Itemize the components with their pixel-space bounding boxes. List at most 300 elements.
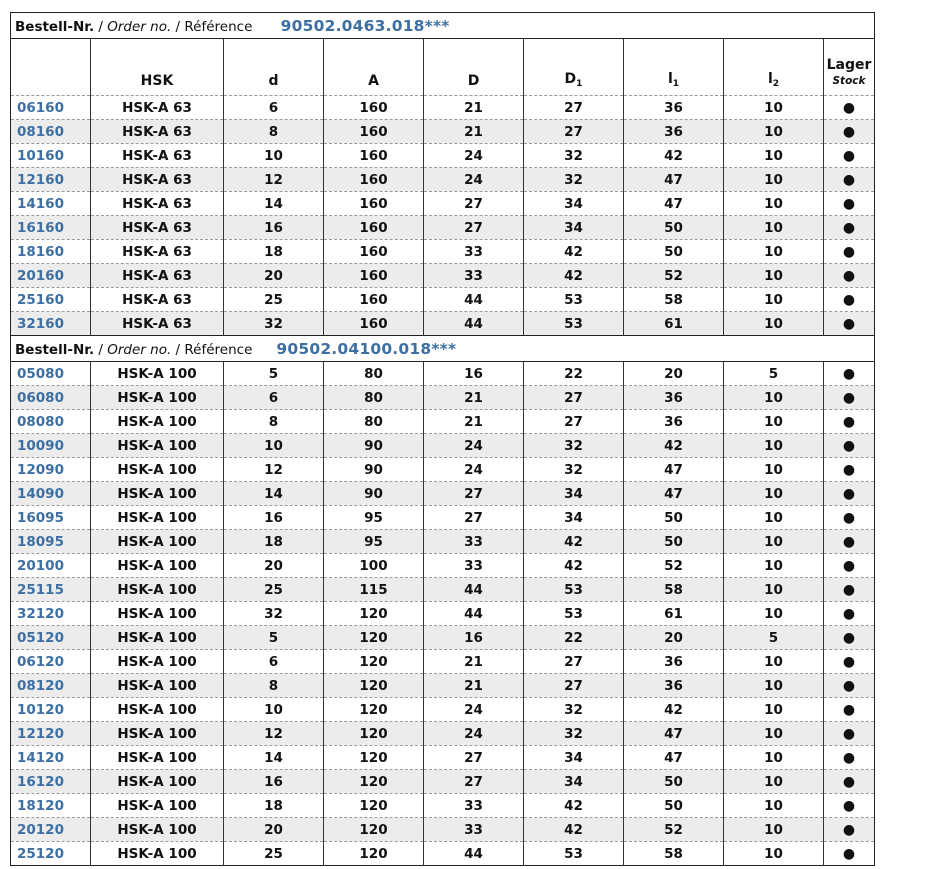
cell-l1: 50: [624, 240, 724, 264]
cell-code: 12160: [11, 168, 91, 192]
cell-hsk: HSK-A 100: [91, 410, 224, 434]
cell-d1: 27: [524, 96, 624, 120]
cell-hsk: HSK-A 100: [91, 458, 224, 482]
cell-d: 14: [224, 746, 324, 770]
table-row: [11, 168, 875, 192]
cell-l1: 47: [624, 458, 724, 482]
cell-a: 160: [324, 144, 424, 168]
cell-l2: 5: [724, 626, 824, 650]
table-row: [11, 458, 875, 482]
cell-d: 25: [224, 578, 324, 602]
cell-l1: 36: [624, 120, 724, 144]
label-bestell: Bestell-Nr.: [15, 341, 95, 358]
cell-l1: 50: [624, 506, 724, 530]
cell-big-d: 44: [424, 578, 524, 602]
cell-d1: 42: [524, 794, 624, 818]
cell-l1: 50: [624, 770, 724, 794]
cell-a: 90: [324, 434, 424, 458]
cell-a: 80: [324, 410, 424, 434]
cell-stock: ●: [824, 240, 875, 264]
table-row: [11, 410, 875, 434]
cell-a: 160: [324, 288, 424, 312]
cell-l2: 10: [724, 264, 824, 288]
cell-big-d: 33: [424, 240, 524, 264]
cell-stock: ●: [824, 722, 875, 746]
column-header-d1: [524, 39, 624, 96]
column-header-l2: [724, 39, 824, 96]
table-row: [11, 674, 875, 698]
cell-d: 18: [224, 530, 324, 554]
table-row: [11, 386, 875, 410]
cell-d: 32: [224, 312, 324, 336]
cell-d: 10: [224, 698, 324, 722]
cell-a: 160: [324, 264, 424, 288]
cell-big-d: 21: [424, 120, 524, 144]
cell-stock: ●: [824, 482, 875, 506]
cell-d1: 42: [524, 554, 624, 578]
cell-d1: 32: [524, 434, 624, 458]
column-header-l1-main: l: [667, 71, 673, 87]
cell-stock: ●: [824, 458, 875, 482]
column-header-code: [11, 39, 91, 96]
cell-d: 10: [224, 434, 324, 458]
cell-stock: ●: [824, 626, 875, 650]
cell-l2: 10: [724, 722, 824, 746]
cell-l1: 50: [624, 794, 724, 818]
label-reference: Référence: [184, 341, 253, 358]
cell-d1: 34: [524, 506, 624, 530]
cell-stock: ●: [824, 650, 875, 674]
cell-hsk: HSK-A 63: [91, 264, 224, 288]
cell-stock: ●: [824, 168, 875, 192]
cell-l1: 52: [624, 554, 724, 578]
cell-big-d: 24: [424, 168, 524, 192]
table-row: [11, 650, 875, 674]
cell-code: 20160: [11, 264, 91, 288]
cell-d1: 27: [524, 410, 624, 434]
cell-stock: ●: [824, 288, 875, 312]
cell-a: 80: [324, 386, 424, 410]
cell-l1: 52: [624, 264, 724, 288]
cell-hsk: HSK-A 100: [91, 578, 224, 602]
cell-big-d: 21: [424, 386, 524, 410]
cell-l1: 61: [624, 312, 724, 336]
cell-l1: 42: [624, 144, 724, 168]
cell-big-d: 24: [424, 722, 524, 746]
table-row: [11, 192, 875, 216]
cell-stock: ●: [824, 794, 875, 818]
cell-l2: 10: [724, 698, 824, 722]
table-row: [11, 794, 875, 818]
cell-l1: 52: [624, 818, 724, 842]
cell-d1: 32: [524, 168, 624, 192]
cell-d: 20: [224, 818, 324, 842]
cell-code: 25120: [11, 842, 91, 866]
cell-a: 115: [324, 578, 424, 602]
table-row: [11, 818, 875, 842]
table-row: [11, 602, 875, 626]
group-reference-number: 90502.04100.018***: [276, 339, 457, 358]
cell-l2: 10: [724, 674, 824, 698]
cell-d: 32: [224, 602, 324, 626]
cell-a: 80: [324, 362, 424, 386]
cell-hsk: HSK-A 100: [91, 626, 224, 650]
cell-d1: 34: [524, 192, 624, 216]
cell-d1: 34: [524, 482, 624, 506]
cell-l1: 47: [624, 168, 724, 192]
cell-stock: ●: [824, 530, 875, 554]
cell-d: 5: [224, 362, 324, 386]
cell-hsk: HSK-A 63: [91, 168, 224, 192]
cell-stock: ●: [824, 698, 875, 722]
cell-a: 95: [324, 530, 424, 554]
cell-big-d: 21: [424, 650, 524, 674]
cell-stock: ●: [824, 842, 875, 866]
cell-d: 12: [224, 722, 324, 746]
cell-hsk: HSK-A 100: [91, 818, 224, 842]
product-table: [10, 12, 875, 866]
cell-d: 6: [224, 650, 324, 674]
cell-a: 95: [324, 506, 424, 530]
table-row: [11, 96, 875, 120]
cell-l2: 10: [724, 192, 824, 216]
label-bestell: Bestell-Nr.: [15, 18, 95, 35]
cell-code: 14090: [11, 482, 91, 506]
cell-code: 06160: [11, 96, 91, 120]
cell-l1: 47: [624, 746, 724, 770]
cell-d: 25: [224, 842, 324, 866]
cell-a: 120: [324, 602, 424, 626]
group-title-row: [11, 336, 875, 362]
cell-l1: 20: [624, 626, 724, 650]
cell-stock: ●: [824, 410, 875, 434]
cell-l1: 47: [624, 192, 724, 216]
cell-big-d: 33: [424, 554, 524, 578]
cell-l2: 10: [724, 530, 824, 554]
cell-d1: 53: [524, 842, 624, 866]
table-row: [11, 216, 875, 240]
cell-l2: 10: [724, 794, 824, 818]
cell-big-d: 33: [424, 794, 524, 818]
column-header-big-d: D: [424, 39, 524, 96]
cell-stock: ●: [824, 578, 875, 602]
cell-l1: 20: [624, 362, 724, 386]
table-row: [11, 240, 875, 264]
cell-code: 20100: [11, 554, 91, 578]
cell-d: 8: [224, 410, 324, 434]
cell-a: 90: [324, 458, 424, 482]
cell-l1: 47: [624, 482, 724, 506]
cell-big-d: 21: [424, 674, 524, 698]
cell-big-d: 33: [424, 818, 524, 842]
cell-l2: 10: [724, 650, 824, 674]
column-header-lager: Lager: [826, 57, 872, 73]
cell-big-d: 24: [424, 698, 524, 722]
cell-l2: 5: [724, 362, 824, 386]
group-title-row: [11, 13, 875, 39]
cell-l2: 10: [724, 842, 824, 866]
cell-a: 120: [324, 626, 424, 650]
table-row: [11, 698, 875, 722]
table-row: [11, 264, 875, 288]
cell-code: 08160: [11, 120, 91, 144]
cell-l1: 58: [624, 288, 724, 312]
cell-code: 10090: [11, 434, 91, 458]
cell-d1: 27: [524, 386, 624, 410]
cell-d1: 27: [524, 674, 624, 698]
table-row: [11, 434, 875, 458]
cell-a: 120: [324, 842, 424, 866]
column-header-hsk: HSK: [91, 39, 224, 96]
table-row: [11, 842, 875, 866]
cell-l1: 58: [624, 578, 724, 602]
column-header-row: [11, 39, 875, 96]
cell-big-d: 24: [424, 434, 524, 458]
cell-hsk: HSK-A 100: [91, 530, 224, 554]
cell-stock: ●: [824, 602, 875, 626]
cell-d: 14: [224, 192, 324, 216]
cell-code: 32160: [11, 312, 91, 336]
cell-big-d: 16: [424, 362, 524, 386]
table-row: [11, 506, 875, 530]
cell-l1: 50: [624, 216, 724, 240]
cell-big-d: 33: [424, 530, 524, 554]
column-header-l1: [624, 39, 724, 96]
cell-hsk: HSK-A 100: [91, 506, 224, 530]
cell-d: 10: [224, 144, 324, 168]
cell-stock: ●: [824, 674, 875, 698]
table-row: [11, 120, 875, 144]
cell-stock: ●: [824, 144, 875, 168]
cell-d1: 34: [524, 746, 624, 770]
cell-stock: ●: [824, 818, 875, 842]
cell-d1: 53: [524, 578, 624, 602]
cell-d: 18: [224, 794, 324, 818]
cell-a: 120: [324, 770, 424, 794]
cell-code: 08120: [11, 674, 91, 698]
label-separator: /: [171, 18, 185, 35]
cell-l1: 47: [624, 722, 724, 746]
cell-code: 10160: [11, 144, 91, 168]
cell-l2: 10: [724, 602, 824, 626]
cell-a: 160: [324, 96, 424, 120]
cell-d: 20: [224, 554, 324, 578]
cell-l1: 50: [624, 530, 724, 554]
cell-big-d: 21: [424, 96, 524, 120]
cell-big-d: 16: [424, 626, 524, 650]
cell-hsk: HSK-A 100: [91, 650, 224, 674]
cell-code: 10120: [11, 698, 91, 722]
column-header-d: d: [224, 39, 324, 96]
cell-l2: 10: [724, 434, 824, 458]
cell-a: 120: [324, 698, 424, 722]
cell-hsk: HSK-A 100: [91, 674, 224, 698]
cell-code: 14160: [11, 192, 91, 216]
column-header-l1-sub: 1: [672, 79, 680, 89]
table-row: [11, 530, 875, 554]
cell-l2: 10: [724, 386, 824, 410]
cell-l2: 10: [724, 746, 824, 770]
cell-l2: 10: [724, 506, 824, 530]
cell-a: 90: [324, 482, 424, 506]
cell-code: 16160: [11, 216, 91, 240]
cell-l2: 10: [724, 482, 824, 506]
cell-code: 25160: [11, 288, 91, 312]
cell-d1: 42: [524, 818, 624, 842]
cell-d1: 34: [524, 216, 624, 240]
cell-d: 6: [224, 386, 324, 410]
cell-code: 16095: [11, 506, 91, 530]
table-row: [11, 770, 875, 794]
table-row: [11, 144, 875, 168]
label-order: Order no.: [107, 341, 172, 358]
product-table-body: [11, 13, 875, 866]
cell-d1: 53: [524, 602, 624, 626]
group-title: [11, 13, 875, 39]
cell-big-d: 44: [424, 312, 524, 336]
cell-code: 05120: [11, 626, 91, 650]
cell-a: 160: [324, 240, 424, 264]
column-header-d1-main: D: [564, 71, 577, 87]
cell-code: 06120: [11, 650, 91, 674]
cell-big-d: 44: [424, 602, 524, 626]
cell-d: 20: [224, 264, 324, 288]
cell-big-d: 44: [424, 288, 524, 312]
cell-d1: 22: [524, 626, 624, 650]
table-row: [11, 312, 875, 336]
cell-code: 06080: [11, 386, 91, 410]
cell-big-d: 24: [424, 144, 524, 168]
cell-hsk: HSK-A 100: [91, 722, 224, 746]
cell-stock: ●: [824, 264, 875, 288]
cell-hsk: HSK-A 100: [91, 842, 224, 866]
column-header-l2-sub: 2: [772, 79, 780, 89]
column-header-stock-en: Stock: [832, 75, 866, 87]
cell-stock: ●: [824, 506, 875, 530]
cell-hsk: HSK-A 100: [91, 602, 224, 626]
cell-big-d: 27: [424, 506, 524, 530]
cell-hsk: HSK-A 63: [91, 312, 224, 336]
cell-stock: ●: [824, 96, 875, 120]
column-header-l2-main: l: [767, 71, 773, 87]
cell-l2: 10: [724, 410, 824, 434]
cell-hsk: HSK-A 63: [91, 96, 224, 120]
cell-stock: ●: [824, 216, 875, 240]
cell-a: 160: [324, 216, 424, 240]
cell-code: 20120: [11, 818, 91, 842]
cell-big-d: 24: [424, 458, 524, 482]
cell-l2: 10: [724, 168, 824, 192]
cell-a: 120: [324, 650, 424, 674]
cell-a: 160: [324, 312, 424, 336]
cell-hsk: HSK-A 63: [91, 216, 224, 240]
cell-big-d: 27: [424, 482, 524, 506]
cell-a: 100: [324, 554, 424, 578]
cell-d1: 32: [524, 722, 624, 746]
cell-hsk: HSK-A 63: [91, 240, 224, 264]
cell-d1: 27: [524, 120, 624, 144]
table-row: [11, 746, 875, 770]
cell-stock: ●: [824, 192, 875, 216]
cell-code: 25115: [11, 578, 91, 602]
cell-hsk: HSK-A 100: [91, 434, 224, 458]
cell-d: 8: [224, 674, 324, 698]
table-row: [11, 554, 875, 578]
cell-hsk: HSK-A 100: [91, 770, 224, 794]
cell-code: 18095: [11, 530, 91, 554]
cell-hsk: HSK-A 63: [91, 288, 224, 312]
cell-code: 12120: [11, 722, 91, 746]
cell-l2: 10: [724, 96, 824, 120]
cell-stock: ●: [824, 434, 875, 458]
cell-stock: ●: [824, 554, 875, 578]
cell-code: 05080: [11, 362, 91, 386]
cell-code: 32120: [11, 602, 91, 626]
cell-d1: 42: [524, 530, 624, 554]
cell-l2: 10: [724, 120, 824, 144]
cell-l2: 10: [724, 216, 824, 240]
table-row: [11, 362, 875, 386]
cell-d1: 32: [524, 458, 624, 482]
cell-d: 25: [224, 288, 324, 312]
cell-d: 18: [224, 240, 324, 264]
cell-hsk: HSK-A 100: [91, 386, 224, 410]
cell-l1: 58: [624, 842, 724, 866]
cell-d: 16: [224, 770, 324, 794]
cell-a: 160: [324, 120, 424, 144]
cell-stock: ●: [824, 746, 875, 770]
cell-l1: 36: [624, 650, 724, 674]
cell-stock: ●: [824, 120, 875, 144]
cell-l2: 10: [724, 554, 824, 578]
cell-d: 6: [224, 96, 324, 120]
cell-code: 14120: [11, 746, 91, 770]
cell-hsk: HSK-A 100: [91, 698, 224, 722]
table-row: [11, 578, 875, 602]
cell-stock: ●: [824, 386, 875, 410]
cell-l1: 61: [624, 602, 724, 626]
cell-big-d: 27: [424, 746, 524, 770]
cell-big-d: 27: [424, 192, 524, 216]
cell-d1: 42: [524, 240, 624, 264]
cell-d: 16: [224, 216, 324, 240]
cell-code: 18120: [11, 794, 91, 818]
group-reference-number: 90502.0463.018***: [280, 16, 450, 35]
cell-code: 16120: [11, 770, 91, 794]
label-reference: Référence: [184, 18, 253, 35]
cell-d1: 22: [524, 362, 624, 386]
cell-d1: 53: [524, 288, 624, 312]
cell-d1: 27: [524, 650, 624, 674]
label-separator: /: [94, 341, 108, 358]
cell-a: 120: [324, 722, 424, 746]
cell-d: 12: [224, 458, 324, 482]
cell-l1: 42: [624, 434, 724, 458]
cell-hsk: HSK-A 63: [91, 192, 224, 216]
cell-big-d: 33: [424, 264, 524, 288]
cell-l1: 36: [624, 96, 724, 120]
cell-d1: 32: [524, 698, 624, 722]
cell-d1: 32: [524, 144, 624, 168]
cell-big-d: 27: [424, 770, 524, 794]
cell-code: 12090: [11, 458, 91, 482]
cell-l2: 10: [724, 818, 824, 842]
cell-l2: 10: [724, 578, 824, 602]
cell-d: 16: [224, 506, 324, 530]
table-row: [11, 288, 875, 312]
cell-hsk: HSK-A 100: [91, 794, 224, 818]
cell-stock: ●: [824, 770, 875, 794]
